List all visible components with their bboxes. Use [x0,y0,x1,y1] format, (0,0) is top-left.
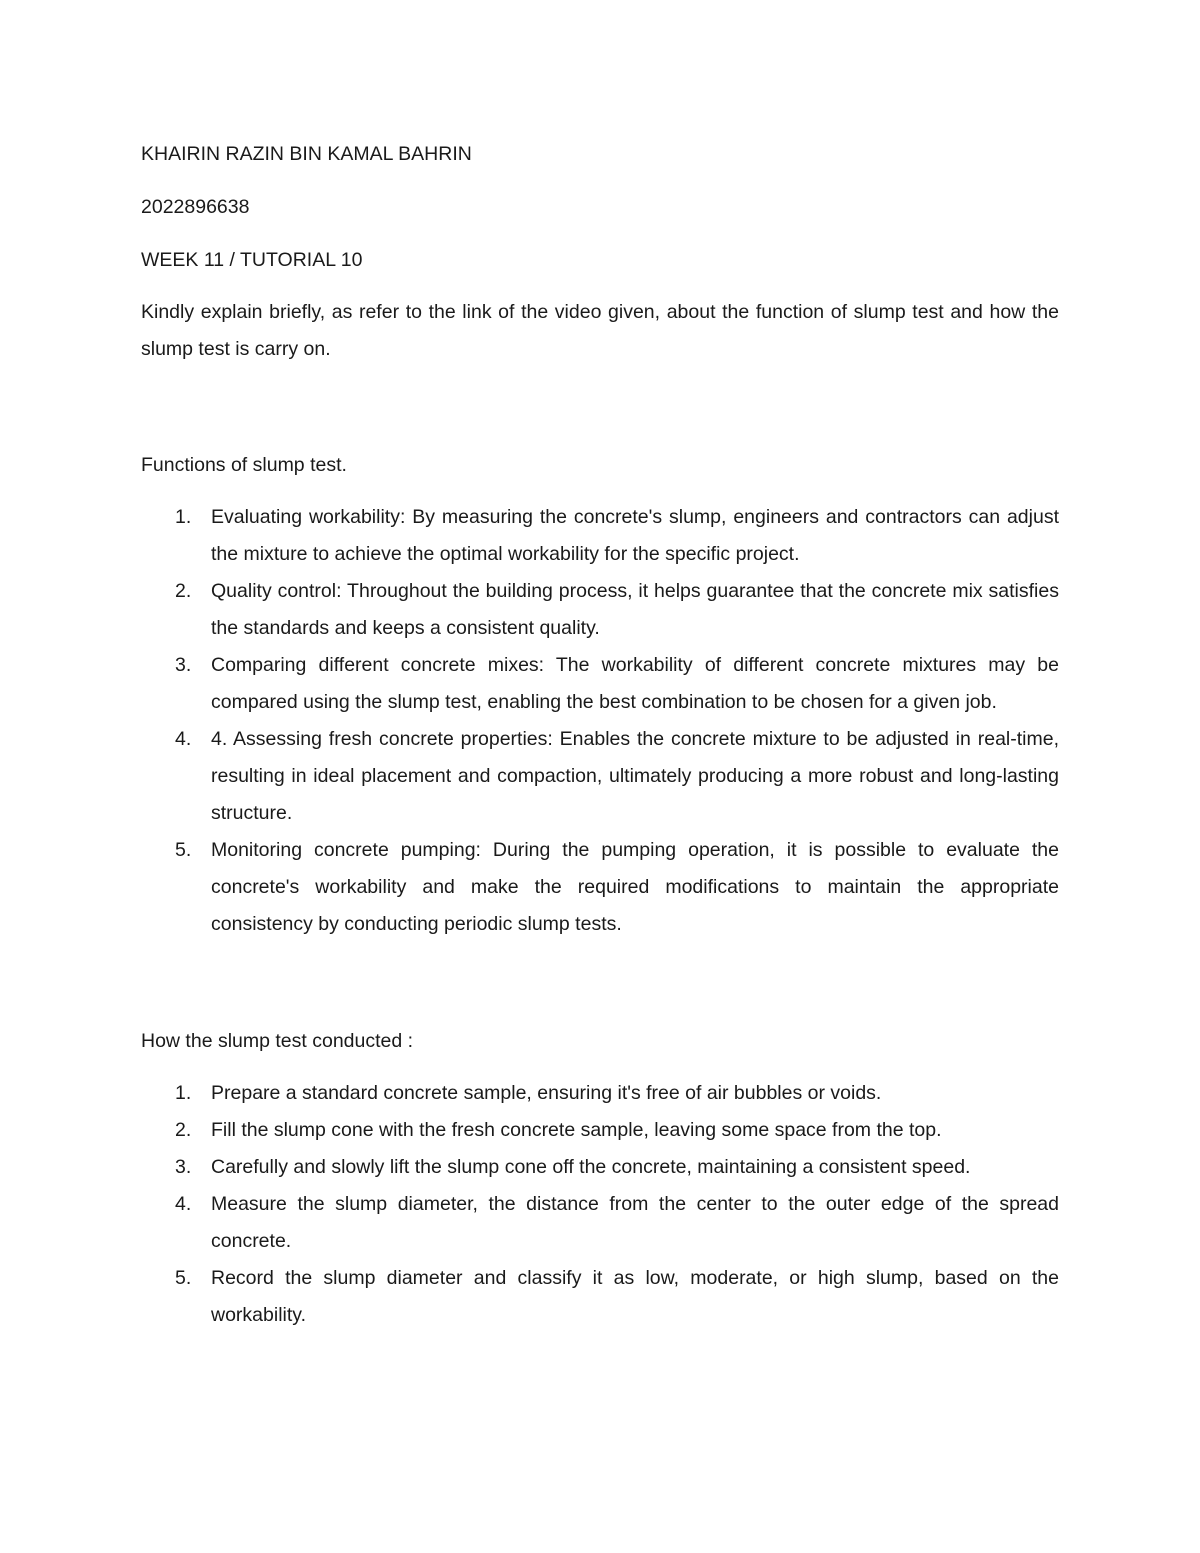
list-item [141,1149,1059,1186]
list-item-text: 4. Assessing fresh concrete properties: Enables the concrete mixture to be adjusted in real-time, resulting in ideal placement and compaction, ultimately producing a more robust and long-lasting structure. [211,728,1059,824]
list-item [141,647,1059,721]
list-item [141,499,1059,573]
list-item-text: Quality control: Throughout the building process, it helps guarantee that the concrete mix satisfies the standards and keeps a consistent quality. [211,580,1059,639]
list-item-number: 1. [175,506,192,528]
procedure-list [141,1075,1059,1334]
student-id: 2022896638 [141,196,250,218]
student-name: KHAIRIN RAZIN BIN KAMAL BAHRIN [141,143,472,165]
procedure-heading: How the slump test conducted : [141,1030,414,1052]
functions-list [141,499,1059,943]
list-item-number: 4. [175,1193,192,1215]
list-item-text: Prepare a standard concrete sample, ensuring it's free of air bubbles or voids. [211,1082,882,1104]
list-item-number: 2. [175,1119,192,1141]
document-body [141,140,1059,1334]
question-text: Kindly explain briefly, as refer to the link of the video given, about the function of slump test and how the slump test is carry on. [141,301,1059,360]
list-item-text: Comparing different concrete mixes: The workability of different concrete mixtures may be compared using the slump test, enabling the best combination to be chosen for a given job. [211,654,1059,713]
spacer [141,943,1059,1027]
list-item-number: 2. [175,580,192,602]
list-item [141,1075,1059,1112]
list-item-number: 1. [175,1082,192,1104]
functions-heading: Functions of slump test. [141,454,347,476]
list-item [141,832,1059,943]
list-item-text: Record the slump diameter and classify it as low, moderate, or high slump, based on the workability. [211,1267,1059,1326]
list-item-text: Carefully and slowly lift the slump cone off the concrete, maintaining a consistent speed. [211,1156,971,1178]
list-item [141,1260,1059,1334]
list-item-text: Fill the slump cone with the fresh concrete sample, leaving some space from the top. [211,1119,942,1141]
spacer [141,368,1059,451]
list-item-text: Measure the slump diameter, the distance from the center to the outer edge of the spread concrete. [211,1193,1059,1252]
list-item [141,573,1059,647]
list-item-number: 3. [175,654,192,676]
list-item-number: 5. [175,1267,192,1289]
list-item [141,1186,1059,1260]
list-item [141,1112,1059,1149]
list-item [141,721,1059,832]
list-item-text: Evaluating workability: By measuring the concrete's slump, engineers and contractors can adjust the mixture to achieve the optimal workability for the specific project. [211,506,1059,565]
list-item-number: 3. [175,1156,192,1178]
list-item-number: 5. [175,839,192,861]
week-tutorial: WEEK 11 / TUTORIAL 10 [141,249,363,271]
list-item-text: Monitoring concrete pumping: During the pumping operation, it is possible to evaluate the concrete's workability and make the required modifications to maintain the appropriate consistency by conducting periodic slump tests. [211,839,1059,935]
list-item-number: 4. [175,728,192,750]
